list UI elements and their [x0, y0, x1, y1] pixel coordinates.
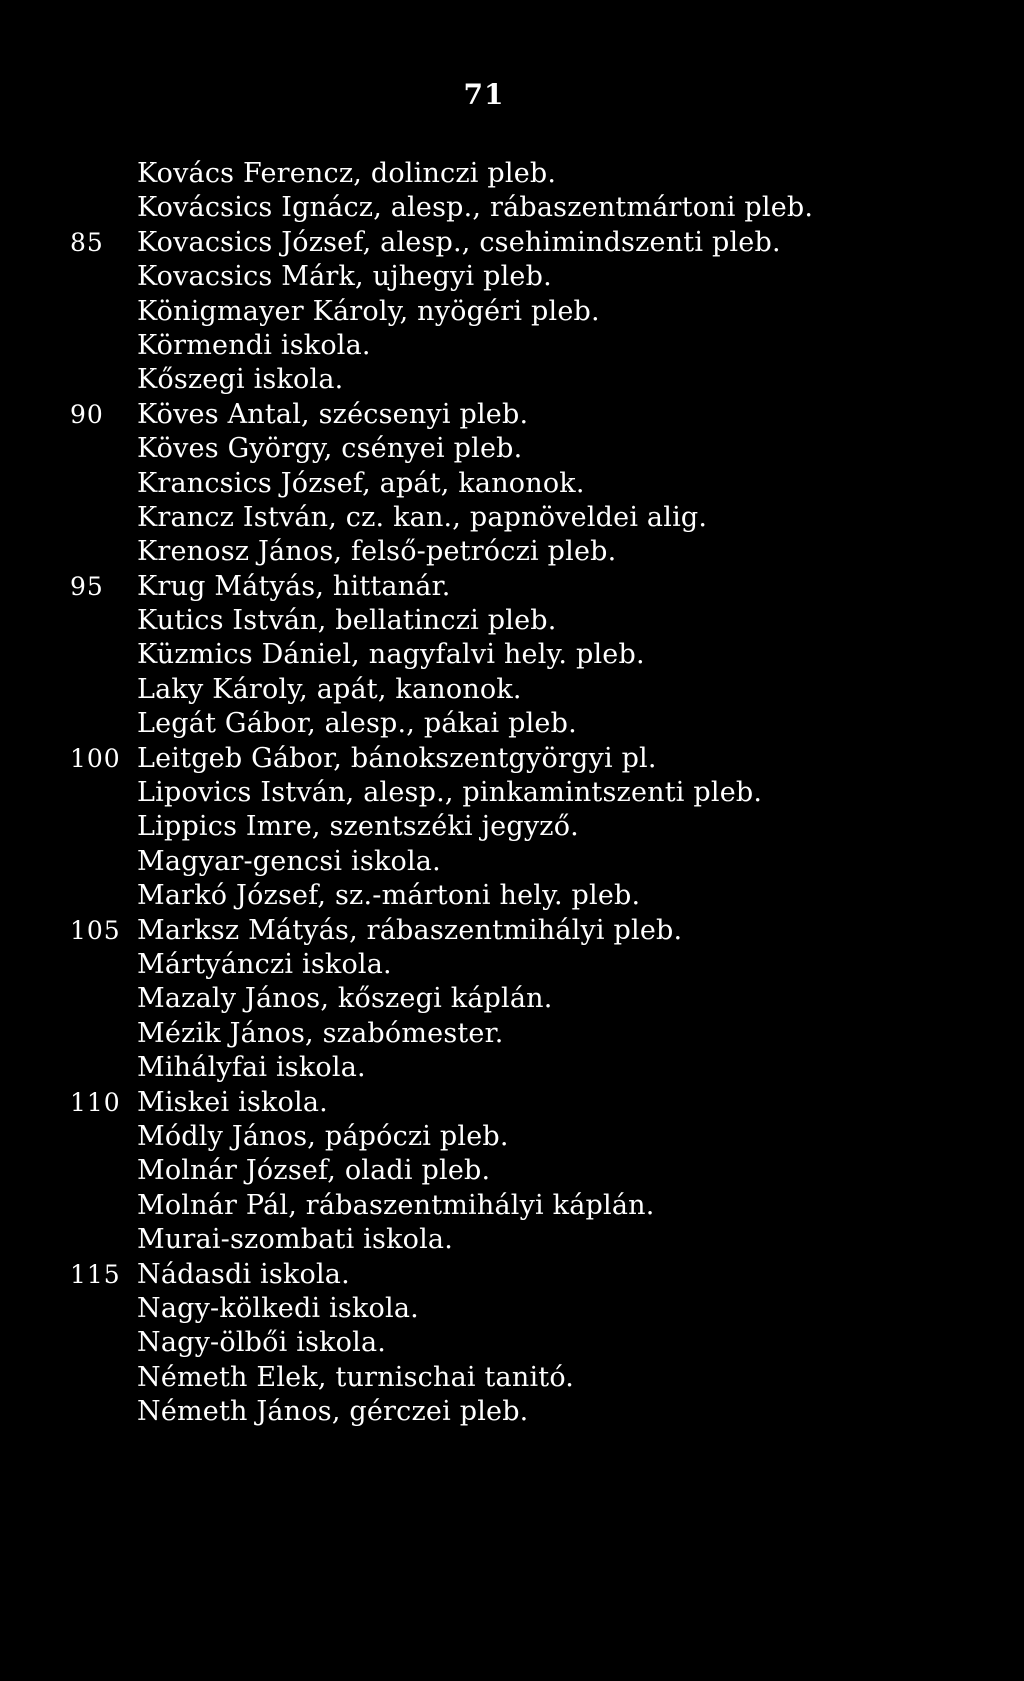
entry-text: Mártyánczi iskola.	[137, 948, 392, 980]
entry-text: Módly János, pápóczi pleb.	[137, 1120, 509, 1152]
entry-text: Nagy-kölkedi iskola.	[137, 1292, 419, 1324]
list-item	[0, 638, 1024, 672]
entry-text: Magyar-gencsi iskola.	[137, 845, 441, 877]
entry-text: Köves Antal, szécsenyi pleb.	[137, 398, 529, 430]
list-item	[0, 673, 1024, 707]
list-item	[0, 467, 1024, 501]
entry-text: Molnár József, oladi pleb.	[137, 1155, 491, 1187]
entry-text: Kovacsics Márk, ujhegyi pleb.	[137, 261, 552, 293]
entry-text: Miskei iskola.	[137, 1086, 328, 1118]
entry-text: Mézik János, szabómester.	[137, 1017, 504, 1049]
entry-text: Krancsics József, apát, kanonok.	[137, 467, 585, 499]
list-item	[0, 604, 1024, 638]
list-item	[0, 295, 1024, 329]
list-item	[0, 1154, 1024, 1188]
list-item	[0, 948, 1024, 982]
list-item	[0, 329, 1024, 363]
list-item	[0, 157, 1024, 191]
list-item	[0, 191, 1024, 225]
list-item	[0, 982, 1024, 1016]
list-item	[0, 1292, 1024, 1326]
entry-text: Körmendi iskola.	[137, 329, 371, 361]
entry-text: Lipovics István, alesp., pinkamintszenti pleb.	[137, 777, 763, 809]
entry-text: Legát Gábor, alesp., pákai pleb.	[137, 708, 577, 740]
list-item	[0, 1223, 1024, 1257]
entry-text: Lippics Imre, szentszéki jegyző.	[137, 811, 579, 843]
entry-number: 110	[70, 1087, 121, 1117]
entry-text: Kovacsics József, alesp., csehimindszenti pleb.	[137, 226, 781, 258]
list-item	[0, 1258, 1024, 1292]
entry-number: 85	[70, 227, 104, 257]
list-item	[0, 1326, 1024, 1360]
entry-number: 115	[70, 1259, 121, 1289]
list-item	[0, 776, 1024, 810]
entry-text: Krug Mátyás, hittanár.	[137, 570, 451, 602]
list-item	[0, 501, 1024, 535]
list-item	[0, 742, 1024, 776]
entry-number: 95	[70, 571, 104, 601]
entry-text: Mazaly János, kőszegi káplán.	[137, 983, 553, 1015]
entry-number: 100	[70, 743, 121, 773]
list-item	[0, 810, 1024, 844]
list-item	[0, 535, 1024, 569]
entry-text: Markó József, sz.-mártoni hely. pleb.	[137, 880, 641, 912]
list-item	[0, 1395, 1024, 1429]
list-item	[0, 1189, 1024, 1223]
list-item	[0, 707, 1024, 741]
entry-text: Laky Károly, apát, kanonok.	[137, 673, 522, 705]
list-item	[0, 845, 1024, 879]
entry-number: 90	[70, 399, 104, 429]
entry-list	[0, 157, 1024, 1429]
entry-text: Kovácsics Ignácz, alesp., rábaszentmártoni pleb.	[137, 192, 814, 224]
list-item	[0, 260, 1024, 294]
page-number: 71	[463, 78, 505, 111]
list-item	[0, 570, 1024, 604]
list-item	[0, 914, 1024, 948]
list-item	[0, 879, 1024, 913]
entry-text: Kőszegi iskola.	[137, 364, 344, 396]
entry-text: Leitgeb Gábor, bánokszentgyörgyi pl.	[137, 742, 657, 774]
entry-text: Königmayer Károly, nyögéri pleb.	[137, 295, 600, 327]
entry-text: Németh János, gérczei pleb.	[137, 1396, 529, 1428]
entry-text: Marksz Mátyás, rábaszentmihályi pleb.	[137, 914, 683, 946]
list-item	[0, 1361, 1024, 1395]
list-item	[0, 1017, 1024, 1051]
list-item	[0, 432, 1024, 466]
entry-text: Murai-szombati iskola.	[137, 1224, 454, 1256]
list-item	[0, 398, 1024, 432]
entry-text: Küzmics Dániel, nagyfalvi hely. pleb.	[137, 639, 645, 671]
entry-number: 105	[70, 915, 121, 945]
entry-text: Molnár Pál, rábaszentmihályi káplán.	[137, 1189, 655, 1221]
list-item	[0, 1120, 1024, 1154]
entry-text: Nádasdi iskola.	[137, 1258, 350, 1290]
list-item	[0, 226, 1024, 260]
entry-text: Mihályfai iskola.	[137, 1052, 366, 1084]
list-item	[0, 1086, 1024, 1120]
entry-text: Kovács Ferencz, dolinczi pleb.	[137, 158, 557, 189]
entry-text: Krancz István, cz. kan., papnöveldei alig.	[137, 501, 708, 533]
entry-text: Krenosz János, felső-petróczi pleb.	[137, 536, 617, 568]
list-item	[0, 363, 1024, 397]
entry-text: Nagy-ölbői iskola.	[137, 1327, 387, 1359]
entry-text: Kutics István, bellatinczi pleb.	[137, 605, 557, 637]
entry-text: Németh Elek, turnischai tanitó.	[137, 1361, 575, 1393]
list-item	[0, 1051, 1024, 1085]
entry-text: Köves György, csényei pleb.	[137, 433, 523, 465]
